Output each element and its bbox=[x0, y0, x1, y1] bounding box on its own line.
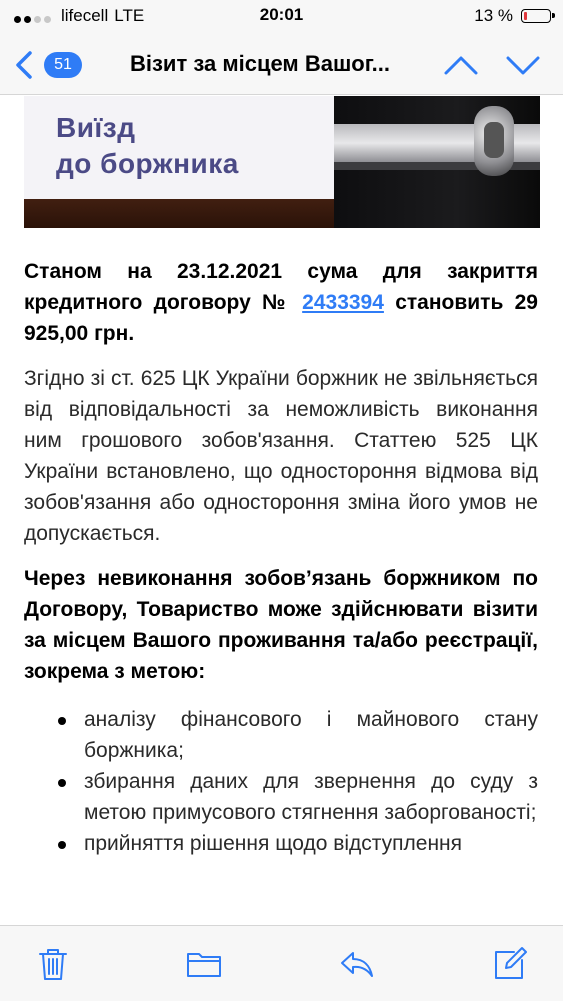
email-body bbox=[24, 256, 538, 859]
bottom-toolbar bbox=[0, 925, 563, 1001]
chevron-up-icon[interactable] bbox=[443, 50, 479, 80]
unread-count-badge[interactable]: 51 bbox=[44, 52, 82, 78]
network-type: LTE bbox=[114, 6, 145, 25]
banner-caption-card bbox=[24, 96, 334, 199]
battery-percent: 13 % bbox=[474, 6, 513, 25]
status-time: 20:01 bbox=[259, 5, 304, 24]
navigation-bar bbox=[0, 34, 563, 95]
list-item: збирання даних для звернення до суду з метою примусового стягнення заборгованості; bbox=[24, 766, 538, 828]
list-item: прийняття рішення щодо відступлення bbox=[24, 828, 538, 859]
purpose-list bbox=[24, 704, 538, 859]
chevron-down-icon[interactable] bbox=[505, 50, 541, 80]
door-image bbox=[334, 96, 540, 228]
chevron-left-icon[interactable] bbox=[10, 48, 40, 82]
email-banner-image bbox=[24, 96, 540, 228]
compose-icon[interactable] bbox=[492, 946, 528, 982]
debt-amount-paragraph: Станом на 23.12.2021 сума для закриття кредитного договору № 2433394 становить 29 925,00 грн. bbox=[24, 260, 538, 345]
trash-icon[interactable] bbox=[35, 946, 71, 982]
folder-icon[interactable] bbox=[186, 946, 222, 982]
list-item: аналізу фінансового і майнового стану боржника; bbox=[24, 704, 538, 766]
battery-icon bbox=[521, 9, 551, 23]
legal-paragraph: Згідно зі ст. 625 ЦК України боржник не звільняється від відповідальності за неможливість виконання ним грошового зобов'язання. Статтею 525 ЦК України встановлено, що одностороння відмова від зобов'язання або одностороння зміна його умов не допускається. bbox=[24, 367, 538, 545]
visit-notice-paragraph: Через невиконання зобов’язань боржником по Договору, Товариство може здійснювати візити за місцем Вашого проживання та/або реєстрації, зокрема з метою: bbox=[24, 567, 538, 683]
carrier-name: lifecell bbox=[61, 6, 109, 25]
message-subject-title: Візит за місцем Вашог... bbox=[130, 51, 391, 76]
reply-icon[interactable] bbox=[339, 946, 375, 982]
status-right bbox=[474, 6, 551, 26]
contract-number-link[interactable]: 2433394 bbox=[302, 291, 384, 314]
status-bar bbox=[0, 0, 563, 34]
banner-caption: Виїзд до боржника bbox=[56, 112, 239, 179]
